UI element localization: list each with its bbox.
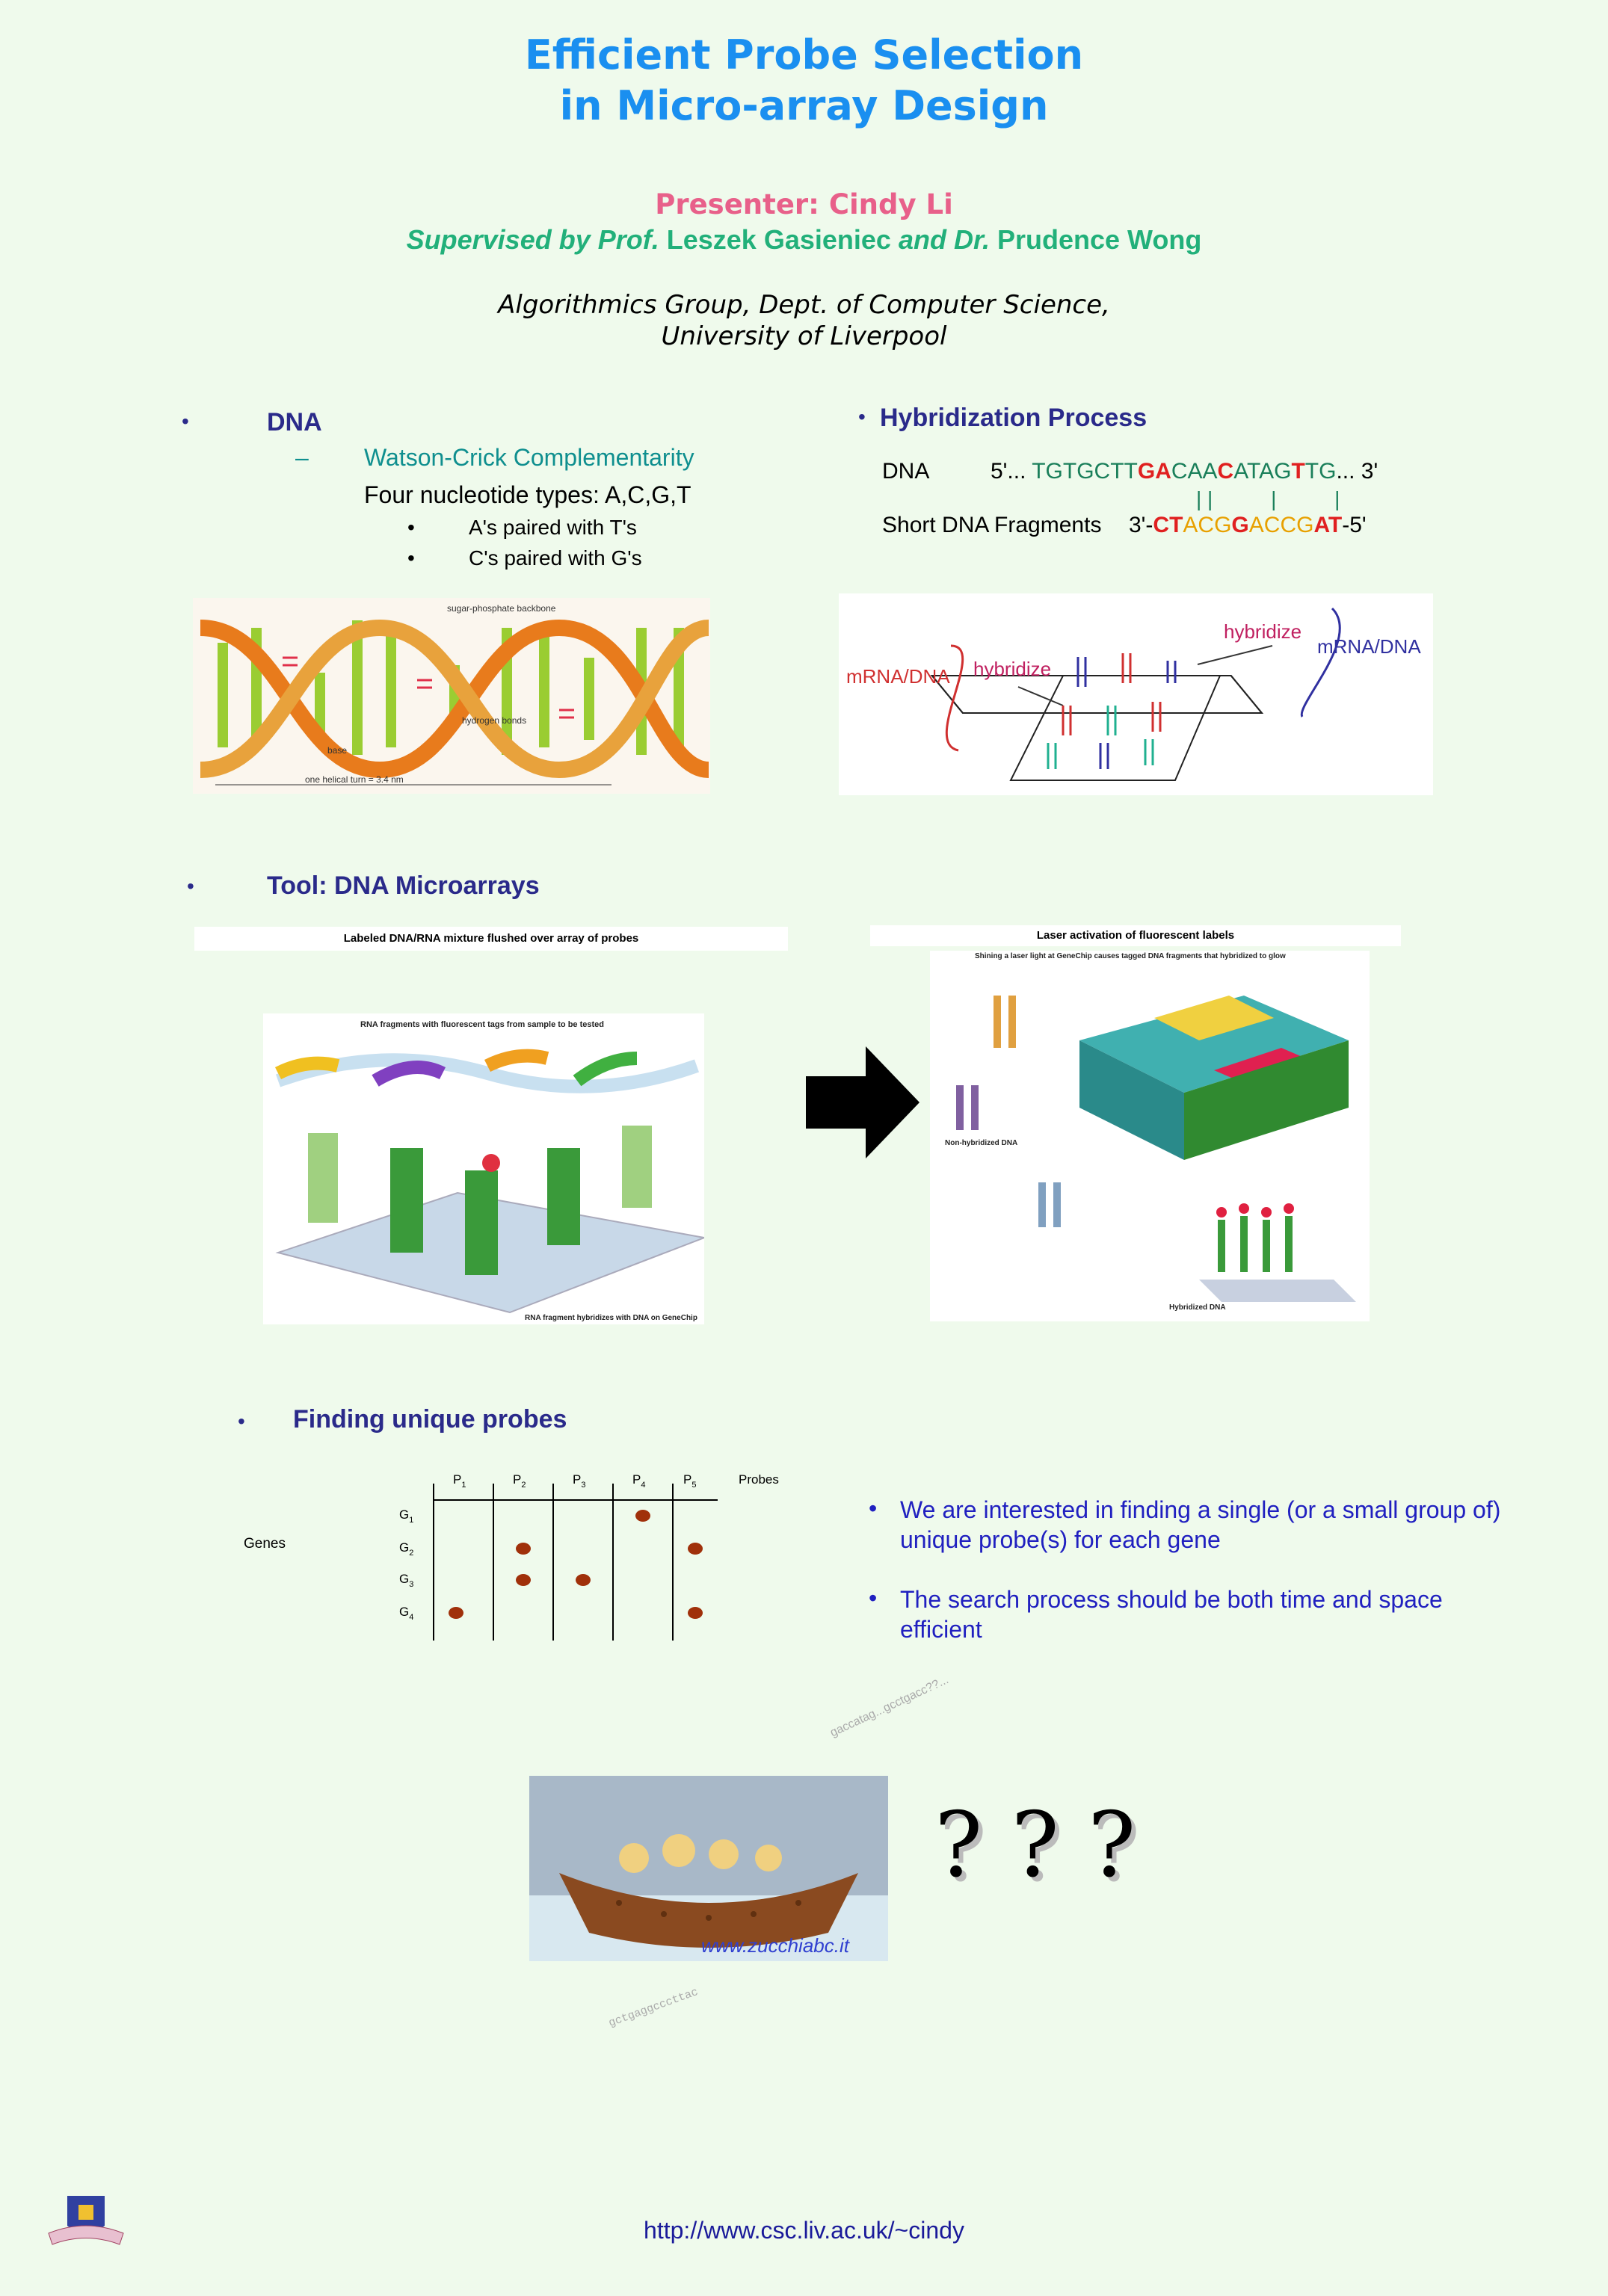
- hybridized-label: Hybridized DNA: [1169, 1303, 1226, 1312]
- base-label: base: [327, 745, 348, 756]
- match-dot-g3-p3: [576, 1574, 591, 1586]
- dna-nucleotide-line: Four nucleotide types: A,C,G,T: [364, 481, 691, 508]
- gene-row-1: $G_1$: [399, 1507, 414, 1525]
- ark-illustration: [529, 1776, 888, 1961]
- supervisors: [0, 224, 1608, 256]
- title-line-2: in Micro-array Design: [559, 82, 1049, 129]
- probes-axis-label: Probes: [739, 1472, 779, 1487]
- presenter: Presenter: Cindy Li: [655, 188, 953, 220]
- short-fragments-label: Short DNA Fragments: [882, 513, 1102, 537]
- dna-sub-bullet-dot-2: •: [407, 546, 415, 570]
- probes-bullet-1: We are interested in finding a single (or a small group of) unique probe(s) for each gene: [900, 1496, 1501, 1553]
- tool-heading: Tool: DNA Microarrays: [267, 871, 540, 900]
- mrna-right-label: mRNA/DNA: [1317, 635, 1421, 658]
- left-microarray-image: [263, 1013, 704, 1324]
- ark-watermark: www.zucchiabc.it: [701, 1934, 849, 1957]
- probes-bullet: •: [238, 1410, 245, 1433]
- genes-axis-label: Genes: [244, 1536, 286, 1552]
- supervisor-1: Leszek Gasieniec: [666, 224, 891, 255]
- left-inner-top: RNA fragments with fluorescent tags from sample to be tested: [360, 1020, 604, 1029]
- dna-bullet: •: [182, 410, 189, 433]
- hydrogen-label: hydrogen bonds: [462, 715, 527, 726]
- and-dr: and Dr.: [898, 224, 990, 255]
- left-microarray-figure: [263, 1013, 704, 1324]
- hybridization-figure: [839, 593, 1433, 795]
- match-dot-g4-p1: [449, 1607, 463, 1619]
- hybridize-left-label: hybridize: [973, 658, 1052, 680]
- hybridization-image: [839, 593, 1433, 795]
- right-subcaption: Shining a laser light at GeneChip causes tagged DNA fragments that hybridized to glow: [975, 952, 1286, 960]
- dna-strand-label: DNA: [882, 459, 930, 484]
- dna-sub-bullet-dot-1: •: [407, 516, 415, 539]
- supervisor-2: Prudence Wong: [997, 224, 1202, 255]
- dna-sub-bullet-1: A's paired with T's: [469, 516, 637, 539]
- match-dot-g2-p2: [516, 1543, 531, 1555]
- ark-image: [529, 1776, 888, 1961]
- probe-header-2: $P_2$: [513, 1472, 526, 1490]
- affiliation-line-1: Algorithmics Group, Dept. of Computer Science,: [498, 290, 1110, 320]
- dna-strand-sequence: 5'... TGTGCTTGACAACATAGTTG... 3': [991, 459, 1378, 484]
- probes-bullet-2: The search process should be both time and space efficient: [900, 1586, 1443, 1643]
- pairing-bars: | | | |: [1196, 487, 1340, 510]
- tool-bullet: •: [187, 874, 194, 898]
- backbone-label: sugar-phosphate backbone: [447, 603, 556, 614]
- question-marks: ? ? ?: [934, 1794, 1136, 1898]
- sequence-text-top: gaccatag...gcctgacc??...: [828, 1673, 951, 1740]
- supervised-prefix: Supervised by Prof.: [406, 224, 659, 255]
- dna-helix-figure: [193, 598, 710, 794]
- right-microarray-image: [930, 951, 1370, 1321]
- sequence-text-bottom: gctgaggcccttac: [607, 1985, 700, 2030]
- right-microarray-figure: [930, 951, 1370, 1321]
- probe-header-4: $P_4$: [632, 1472, 646, 1490]
- hybridize-right-label: hybridize: [1224, 620, 1302, 643]
- match-dot-g1-p4: [635, 1510, 650, 1522]
- title-line-1: Efficient Probe Selection: [524, 31, 1084, 78]
- right-caption: Laser activation of fluorescent labels: [870, 925, 1401, 946]
- match-dot-g4-p5: [688, 1607, 703, 1619]
- probe-gene-matrix: [374, 1461, 807, 1648]
- dna-sub-bullet-2: C's paired with G's: [469, 546, 642, 570]
- probe-gene-table: [374, 1461, 807, 1648]
- probe-header-1: $P_1$: [453, 1472, 466, 1490]
- probe-header-5: $P_5$: [683, 1472, 697, 1490]
- mrna-left-label: mRNA/DNA: [846, 665, 950, 688]
- dna-dash: –: [295, 444, 309, 471]
- short-fragment-sequence: 3'-CTACGGACCGAT-5': [1129, 513, 1367, 537]
- gene-row-4: $G_4$: [399, 1605, 414, 1622]
- turn-label: one helical turn = 3.4 nm: [305, 774, 404, 785]
- dna-heading: DNA: [267, 408, 322, 436]
- affiliation-line-2: University of Liverpool: [661, 321, 947, 351]
- left-caption: Labeled DNA/RNA mixture flushed over array of probes: [194, 927, 788, 951]
- probes-bullet-dot-2: •: [869, 1584, 878, 1611]
- right-arrow-icon: [806, 1046, 919, 1158]
- match-dot-g3-p2: [516, 1574, 531, 1586]
- hybrid-heading: Hybridization Process: [880, 404, 1148, 432]
- dna-helix-image: [193, 598, 710, 794]
- matrix-dots: [449, 1510, 703, 1619]
- match-dot-g2-p5: [688, 1543, 703, 1555]
- non-hybridized-label: Non-hybridized DNA: [945, 1139, 1018, 1147]
- probes-bullet-dot-1: •: [869, 1495, 878, 1522]
- footer-url-link[interactable]: http://www.csc.liv.ac.uk/~cindy: [644, 2217, 964, 2244]
- probe-header-3: $P_3$: [573, 1472, 586, 1490]
- probes-heading: Finding unique probes: [293, 1405, 567, 1434]
- hybrid-bullet: •: [858, 405, 866, 428]
- gene-row-3: $G_3$: [399, 1572, 414, 1589]
- left-inner-bottom: RNA fragment hybridizes with DNA on GeneChip: [525, 1314, 697, 1322]
- dna-subheading: Watson-Crick Complementarity: [364, 444, 694, 471]
- gene-row-2: $G_2$: [399, 1540, 414, 1558]
